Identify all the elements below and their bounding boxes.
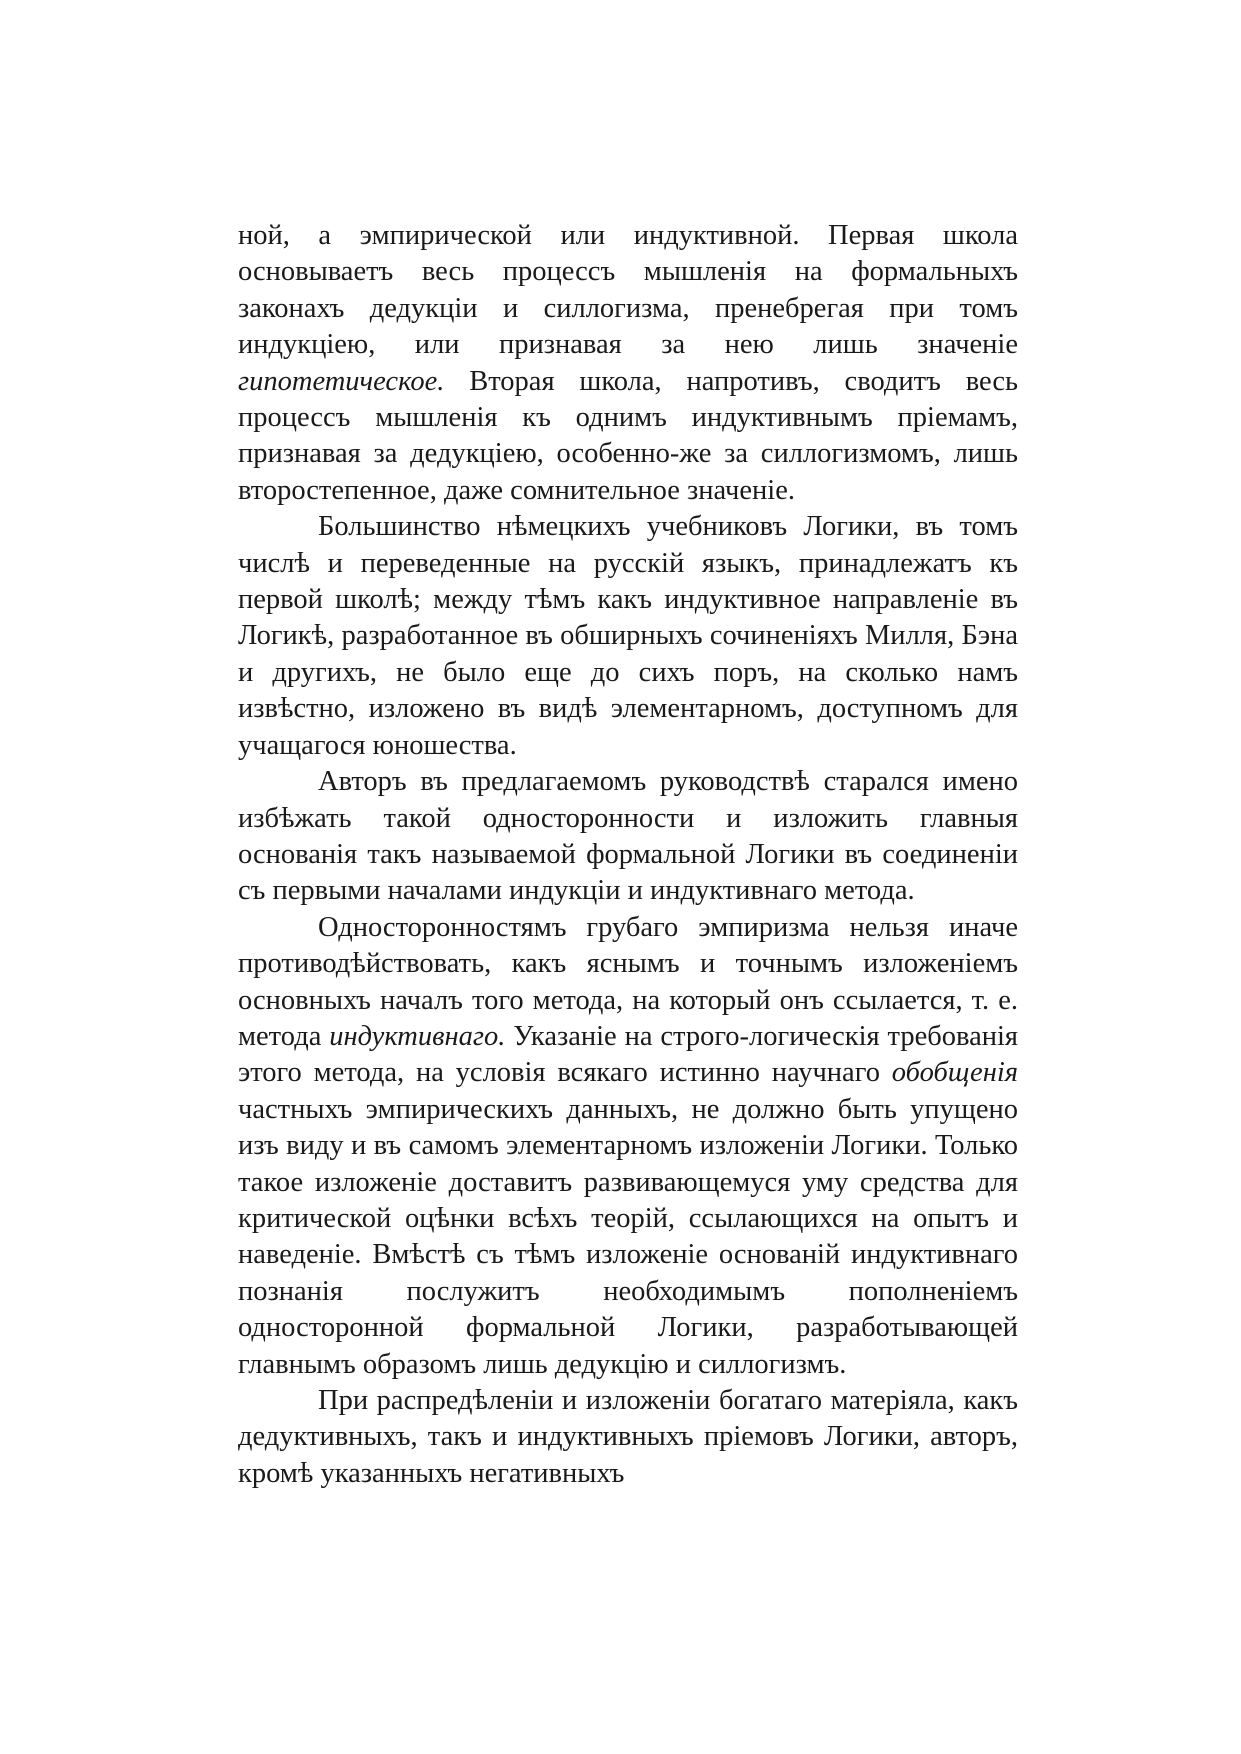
body-text: [238, 218, 1018, 1492]
text-run: Односторонностямъ грубаго эмпиризма нельзя иначе противодѣйствовать, какъ яснымъ и точнымъ изложеніемъ основныхъ началъ того метода, на который онъ ссылается, т. е. метода: [238, 911, 1018, 1052]
text-run: Указаніе на строго-логическія требованія этого метода, на условія всякаго истинно научнаго: [238, 1020, 1019, 1089]
text-run: При распредѣленіи и изложеніи богатаго матеріяла, какъ дедуктивныхъ, такъ и индуктивныхъ пріемовъ Логики, авторъ, кромѣ указанныхъ негативныхъ: [238, 1385, 1018, 1489]
italic-term: обобщенія: [891, 1057, 1018, 1089]
text-run: частныхъ эмпирическихъ данныхъ, не должно быть упущено изъ виду и въ самомъ элементарномъ изложеніи Логики. Только такое изложеніе доставитъ развивающемуся уму средства для критической оцѣнки всѣхъ теорій, ссылающихся на опытъ и наведеніе. Вмѣстѣ съ тѣмъ изложеніе основаній индуктивнаго познанія послужитъ необходимымъ пополненіемъ односторонной формальной Логики, разработывающей главнымъ образомъ лишь дедукцію и силлогизмъ.: [238, 1093, 1018, 1380]
paragraph-3: [238, 764, 1018, 910]
italic-term: индуктивнаго.: [329, 1020, 506, 1052]
paragraph-5: [238, 1383, 1018, 1492]
text-run: ной, а эмпирической или индуктивной. Первая школа основываетъ весь процессъ мышленія на формальныхъ законахъ дедукціи и силлогизма, пренебрегая при томъ индукціею, или признавая за нею лишь значеніе: [238, 220, 1018, 361]
paragraph-2: [238, 509, 1018, 764]
text-run: Авторъ въ предлагаемомъ руководствѣ старался имено избѣжать такой односторонности и изложить главныя основанія такъ называемой формальной Логики въ соединеніи съ первыми началами индукціи и индуктивнаго метода.: [238, 766, 1018, 907]
italic-term: гипотетическое.: [238, 365, 445, 397]
paragraph-1: [238, 218, 1018, 509]
text-run: Вторая школа, напротивъ, сводитъ весь процессъ мышленія къ однимъ индуктивнымъ пріемамъ, признавая за дедукціею, особенно-же за силлогизмомъ, лишь второстепенное, даже сомнительное значеніе.: [238, 365, 1018, 506]
paragraph-4: [238, 910, 1018, 1383]
text-run: Большинство нѣмецкихъ учебниковъ Логики, въ томъ числѣ и переведенные на русскій языкъ, принадлежатъ къ первой школѣ; между тѣмъ какъ индуктивное направленіе въ Логикѣ, разработанное въ обширныхъ сочиненіяхъ Милля, Бэна и другихъ, не было еще до сихъ поръ, на сколько намъ извѣстно, изложено въ видѣ элементарномъ, доступномъ для учащагося юношества.: [238, 511, 1018, 761]
